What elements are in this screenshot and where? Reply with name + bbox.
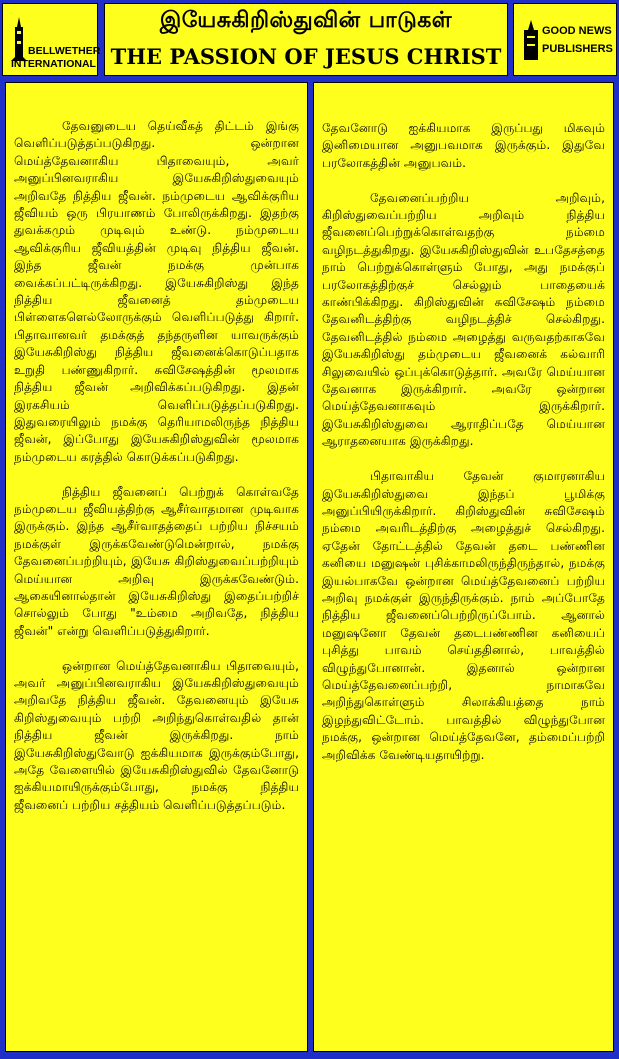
right-logo-line2: PUBLISHERS <box>542 43 613 55</box>
paragraph: தேவனோடு ஐக்கியமாக இருப்பது மிகவும் இனிமையான அனுபவமாக இருக்கும். இதுவே பரலோகத்தின் அனுபவம். <box>322 121 605 170</box>
paragraph: பிதாவாகிய தேவன் குமாரனாகிய இயேசுகிறிஸ்துவை இந்தப் பூமிக்கு அனுப்பியிருக்கிறார். கிறிஸ்துவின் சுவிசேஷம் நம்மை அவரிடத்திற்கு அழைத்துச் செல்கிறது. ஏதேன் தோட்டத்தில் தேவன் தடை பண்ணின கனியை மனுஷன் புசிக்காமலிருந்திருந்தால், நமக்கு இயல்பாகவே ஒன்றான மெய்த்தேவனைப் பற்றிய அறிவு நமக்குள் இருந்திருக்கும். நாம் அப்போதே நித்திய ஜீவனைப்பெற்றிருப்போம். ஆனால் மனுஷனோ தேவன் தடைபண்ணின கனியைப் புசித்து பாவம் செய்ததினால், பாவத்தில் விழுந்துபோனான். இதனால் ஒன்றான மெய்த்தேவனைப்பற்றி, நாமாகவே அறிந்துகொள்ளும் சிலாக்கியத்தை நாம் இழந்துவிட்டோம். பாவத்தில் விழுந்துபோன நமக்கு, ஒன்றான மெய்த்தேவனே, தம்மைப்பற்றி அறிவிக்க வேண்டியதாயிற்று. <box>322 469 605 762</box>
book-icon <box>522 20 540 60</box>
left-logo-line1: BELLWETHER <box>28 45 101 57</box>
tower-icon <box>11 17 27 61</box>
right-logo-line1: GOOD NEWS <box>542 25 612 37</box>
paragraph: தேவனுடைய தெய்வீகத் திட்டம் இங்கு வெளிப்படுத்தப்படுகிறது. ஒன்றான மெய்த்தேவனாகிய பிதாவையும், அவர் அனுப்பினவராகிய இயேசுகிறிஸ்துவையும் அறிவதே நித்திய ஜீவன். நம்முடைய ஆவிக்குரிய ஜீவியம் ஒரு பிரயாணம் போலிருக்கிறது. இதற்கு துவக்கமும் முடிவும் உண்டு. நம்முடைய ஆவிக்குரிய ஜீவியத்தின் முடிவு நித்திய ஜீவன். இந்த ஜீவன் நமக்கு முன்பாக வைக்கப்பட்டிருக்கிறது. இயேசுகிறிஸ்து இந்த நித்திய ஜீவனைத் தம்முடைய பிள்ளைகளெல்லோருக்கும் வெளிப்படுத்து கிறார். பிதாவானவர் தமக்குத் தந்தருளின யாவருக்கும் இயேசுகிறிஸ்து நித்திய ஜீவனைக்கொடுப்பதாக உறுதி பண்ணுகிறார். சுவிசேஷத்தின் மூலமாக நித்திய ஜீவன் அறிவிக்கப்படுகிறது. இதன் இரகசியம் வெளிப்படுத்தப்படுகிறது. இதுவரையிலும் நமக்கு தெரியாமலிருந்த நித்திய ஜீவன், இப்போது இயேசுகிறிஸ்துவின் மூலமாக நம்முடைய கரத்தில் கொடுக்கப்படுகிறது. <box>14 119 299 464</box>
left-column-text <box>14 118 299 832</box>
paragraph: நித்திய ஜீவனைப் பெற்றுக் கொள்வதே நம்முடைய ஜீவியத்திற்கு ஆசீர்வாதமான முடிவாக இருக்கும். இந்த ஆசீர்வாதத்தைப் பற்றிய நிச்சயம் நமக்குள் இருக்கவேண்டுமென்றால், நமக்கு தேவனைப்பற்றியும், இயேசு கிறிஸ்துவைப்பற்றியும் மெய்யான அறிவு இருக்கவேண்டும். ஆகையினால்தான் இயேசுகிறிஸ்து இதைப்பற்றிச் சொல்லும் போது "உம்மை அறிவதே, நித்திய ஜீவன்" என்று வெளிப்படுத்துகிறார். <box>14 484 299 638</box>
good-news-logo <box>513 3 617 76</box>
header <box>0 0 619 80</box>
paragraph: தேவனைப்பற்றிய அறிவும், கிறிஸ்துவைப்பற்றிய அறிவும் நித்திய ஜீவனைப்பெற்றுக்கொள்வதற்கு நம்மை வழிநடத்துகிறது. இயேசுகிறிஸ்துவின் உபதேசத்தை நாம் பெற்றுக்கொள்ளும் போது, அது நமக்குப் பரலோகத்திற்குச் செல்லும் பாதையைக் காண்பிக்கிறது. கிறிஸ்துவின் சுவிசேஷம் நம்மை தேவனிடத்திற்கு வழிநடத்திச் செல்கிறது. தேவனிடத்தில் நம்மை அழைத்து வருவதற்காகவே இயேசுகிறிஸ்து தம்முடைய ஜீவனைக் கல்வாரி சிலுவையில் ஒப்புக்கொடுத்தார். அவரே மெய்யான தேவனாக இருக்கிறார். அவரே ஒன்றான மெய்த்தேவனாகவும் இருக்கிறார். இயேசுகிறிஸ்துவை ஆராதிப்பதே மெய்யான ஆராதனையாக இருக்கிறது. <box>322 190 605 449</box>
title-banner <box>104 3 508 76</box>
right-column-text <box>322 120 605 781</box>
title-english: THE PASSION OF JESUS CHRIST <box>110 44 502 69</box>
title-tamil: இயேசுகிறிஸ்துவின் பாடுகள் <box>159 8 453 33</box>
right-column <box>313 82 614 1052</box>
paragraph: ஒன்றான மெய்த்தேவனாகிய பிதாவையும், அவர் அனுப்பினவராகிய இயேசுகிறிஸ்துவையும் அறிவதே நித்திய ஜீவன். தேவனையும் இயேசு கிறிஸ்துவையும் பற்றி அறிந்துகொள்வதில் தான் நித்திய ஜீவன் இருக்கிறது. நாம் இயேசுகிறிஸ்துவோடு ஐக்கியமாக இருக்கும்போது, அதே வேளையில் இயேசுகிறிஸ்துவில் தேவனோடு ஐக்கியமாயிருக்கும்போது, நமக்கு நித்திய ஜீவனைப் பற்றிய சத்தியம் வெளிப்படுத்தப்படும். <box>14 658 299 812</box>
left-logo-line2: INTERNATIONAL <box>11 58 96 70</box>
left-column <box>5 82 308 1052</box>
bellwether-logo <box>2 3 101 76</box>
